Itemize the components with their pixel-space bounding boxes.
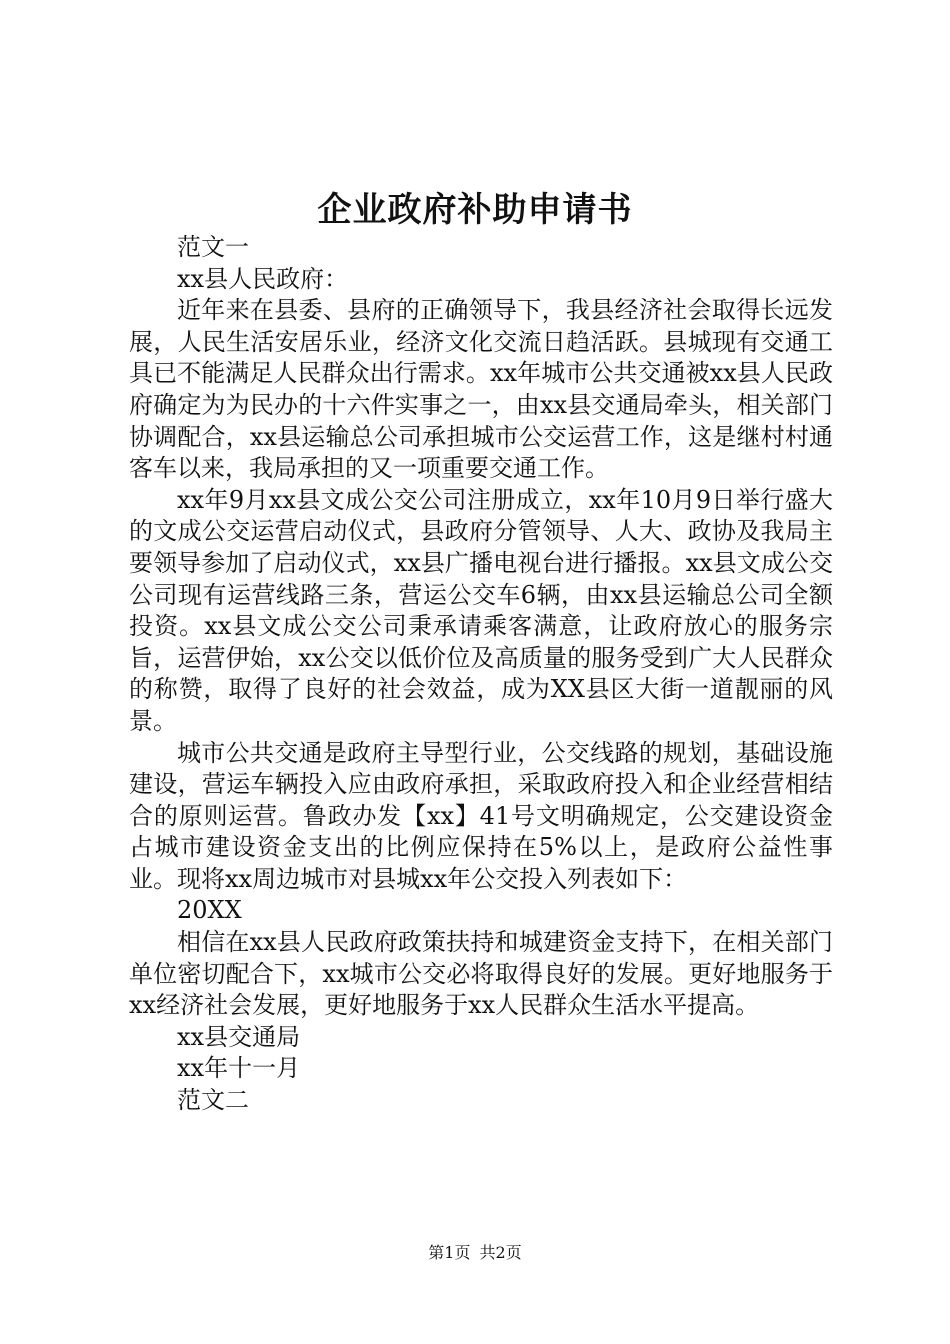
document-body (129, 232, 833, 1117)
paragraph-3: 城市公共交通是政府主导型行业，公交线路的规划，基础设施建设，营运车辆投入应由政府承担，采取政府投入和企业经营相结合的原则运营。鲁政办发【xx】41号文明确规定，公交建设资金占城市建设资金支出的比例应保持在5%以上，是政府公益性事业。现将xx周边城市对县城xx年公交投入列表如下： (129, 738, 833, 893)
signature-date: xx年十一月 (177, 1054, 301, 1083)
page-footer (0, 1243, 950, 1263)
page-total: 共2页 (479, 1243, 522, 1262)
paragraph-1: 近年来在县委、县府的正确领导下，我县经济社会取得长远发展，人民生活安居乐业，经济文化交流日趋活跃。县城现有交通工具已不能满足人民群众出行需求。xx年城市公共交通被xx县人民政府确定为为民办的十六件实事之一，由xx县交通局牵头，相关部门协调配合，xx县运输总公司承担城市公交运营工作，这是继村村通客车以来，我局承担的又一项重要交通工作。 (129, 296, 833, 483)
section-heading-two: 范文二 (177, 1086, 249, 1115)
paragraph-2: xx年9月xx县文成公交公司注册成立，xx年10月9日举行盛大的文成公交运营启动仪式，县政府分管领导、人大、政协及我局主要领导参加了启动仪式，xx县广播电视台进行播报。xx县文成公交公司现有运营线路三条，营运公交车6辆，由xx县运输总公司全额投资。xx县文成公交公司秉承请乘客满意，让政府放心的服务宗旨，运营伊始，xx公交以低价位及高质量的服务受到广大人民群众的称赞，取得了良好的社会效益，成为XX县区大街一道靓丽的风景。 (129, 485, 833, 735)
section-heading-one: 范文一 (177, 233, 249, 261)
table-stub: 20XX (177, 896, 242, 925)
signature-org: xx县交通局 (177, 1022, 301, 1051)
addressee: xx县人民政府： (177, 264, 349, 293)
document-title: 企业政府补助申请书 (317, 190, 633, 230)
closing-paragraph: 相信在xx县人民政府政策扶持和城建资金支持下，在相关部门单位密切配合下，xx城市公交必将取得良好的发展。更好地服务于xx经济社会发展，更好地服务于xx人民群众生活水平提高。 (129, 928, 833, 1020)
page-number: 第1页 (428, 1243, 471, 1262)
